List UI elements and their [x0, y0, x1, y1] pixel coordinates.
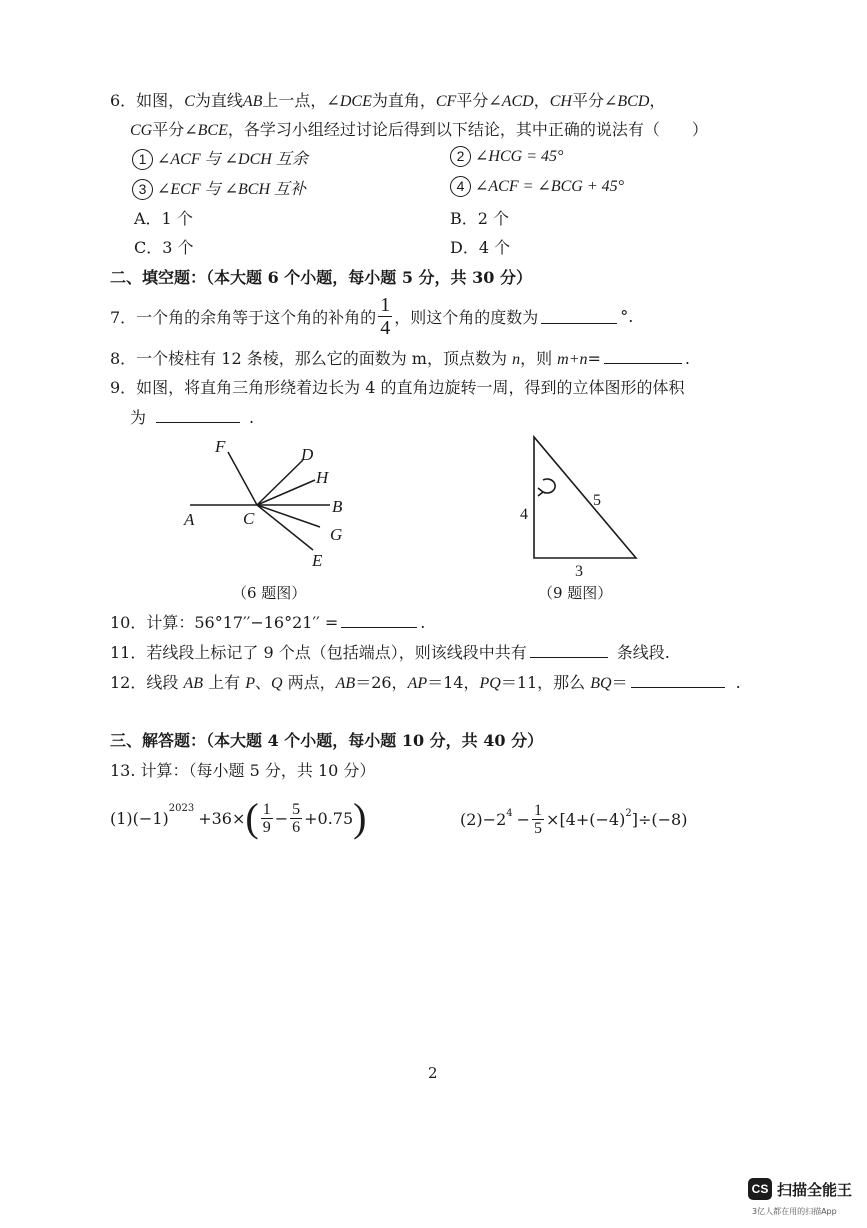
- watermark-tagline: 3亿人都在用的扫描App: [752, 1207, 837, 1216]
- page-number: 2: [428, 1064, 438, 1082]
- label-side-5: 5: [593, 492, 601, 509]
- figure-6: [170, 430, 390, 580]
- circled-number: 2: [450, 146, 471, 167]
- label-f: F: [215, 437, 226, 456]
- figure-6-caption: （6 题图）: [232, 584, 307, 602]
- circled-number: 1: [132, 149, 153, 170]
- section3-title: 三、解答题：（本大题 4 个小题，每小题 10 分，共 40 分）: [110, 731, 544, 750]
- q8-answer-blank: [604, 349, 682, 364]
- ray-cd: [257, 460, 303, 505]
- q11: 11．若线段上标记了 9 个点（包括端点），则该线段中共有 条线段.: [110, 643, 670, 662]
- ray-cg: [257, 505, 320, 527]
- q9-answer-blank: [156, 408, 240, 423]
- q12: 12．线段 AB 上有 P、Q 两点，AB＝26，AP＝14，PQ＝11，那么 BQ＝ .: [110, 673, 741, 692]
- camscanner-logo-icon: CS: [748, 1178, 772, 1200]
- circled-number: 4: [450, 176, 471, 197]
- q11-answer-blank: [530, 643, 608, 658]
- q10-answer-blank: [341, 613, 417, 628]
- label-b: B: [332, 497, 343, 516]
- q13-part2: (2)−2 4 − $\frac{1}{5}$ ×[4+(−4) 2 ]÷(−8): [460, 802, 688, 837]
- q6-statement-1: 1 ∠ACF 与 ∠DCH 互余: [132, 146, 308, 170]
- q6-statement-2: 2 ∠HCG = 45°: [450, 146, 563, 167]
- figure-9: [505, 430, 655, 580]
- circled-number: 3: [132, 179, 153, 200]
- rotation-arrow-icon: [543, 479, 555, 493]
- q10: 10．计算：56°17′′−16°21′′ = .: [110, 613, 426, 632]
- ray-ch: [257, 480, 315, 505]
- q6-option-a: A．1 个: [134, 209, 193, 228]
- q6-option-d: D．4 个: [450, 238, 511, 257]
- label-d: D: [301, 445, 314, 464]
- q6-option-b: B．2 个: [450, 209, 510, 228]
- q8: 8．一个棱柱有 12 条棱，那么它的面数为 m，顶点数为 n，则 m+n= .: [110, 349, 691, 368]
- q12-answer-blank: [631, 673, 725, 688]
- q7: 7．一个角的余角等于这个角的补角的 $\frac{1}{4}$ ，则这个角的度数为 °.: [110, 294, 634, 339]
- label-c: C: [243, 509, 255, 528]
- fraction-1-5: $\frac{1}{5}$: [534, 802, 543, 837]
- q6-option-c: C．3 个: [134, 238, 194, 257]
- q6-line1: 6．如图，C为直线AB上一点，∠DCE为直角，CF平分∠ACD，CH平分∠BCD，: [110, 91, 666, 110]
- q6-statement-4: 4 ∠ACF = ∠BCG + 45°: [450, 176, 624, 197]
- fraction-1-9: $\frac{1}{9}$: [262, 800, 271, 836]
- ray-cf: [228, 452, 257, 505]
- label-side-3: 3: [575, 563, 583, 580]
- q9-line1: 9．如图，将直角三角形绕着边长为 4 的直角边旋转一周，得到的立体图形的体积: [110, 378, 685, 397]
- figure-9-caption: （9 题图）: [538, 584, 613, 602]
- label-side-4: 4: [520, 506, 528, 523]
- label-g: G: [330, 525, 343, 544]
- ray-ce: [257, 505, 313, 550]
- scanner-watermark: [748, 1178, 852, 1200]
- watermark-brand: 扫描全能王: [777, 1180, 853, 1199]
- q7-answer-blank: [541, 309, 617, 324]
- label-h: H: [316, 468, 329, 487]
- section2-title: 二、填空题：（本大题 6 个小题，每小题 5 分，共 30 分）: [110, 268, 532, 287]
- q6-statement-3: 3 ∠ECF 与 ∠BCH 互补: [132, 176, 306, 200]
- right-triangle: [534, 437, 636, 558]
- fraction-5-6: $\frac{5}{6}$: [292, 800, 301, 836]
- q13-part1: (1) $(-1)^{2023}$ +36× ( $\frac{1}{9}$ − $\frac{5}{6}$ +0.75 ): [110, 795, 367, 840]
- q6-line2: CG平分∠BCE，各学习小组经过讨论后得到以下结论，其中正确的说法有（ ）: [130, 120, 708, 139]
- label-a: A: [184, 510, 195, 529]
- q9-line2: 为 .: [130, 408, 255, 427]
- label-e: E: [312, 551, 323, 570]
- q7-fraction: $\frac{1}{4}$: [380, 294, 391, 339]
- q13-title: 13. 计算：（每小题 5 分，共 10 分）: [110, 761, 376, 780]
